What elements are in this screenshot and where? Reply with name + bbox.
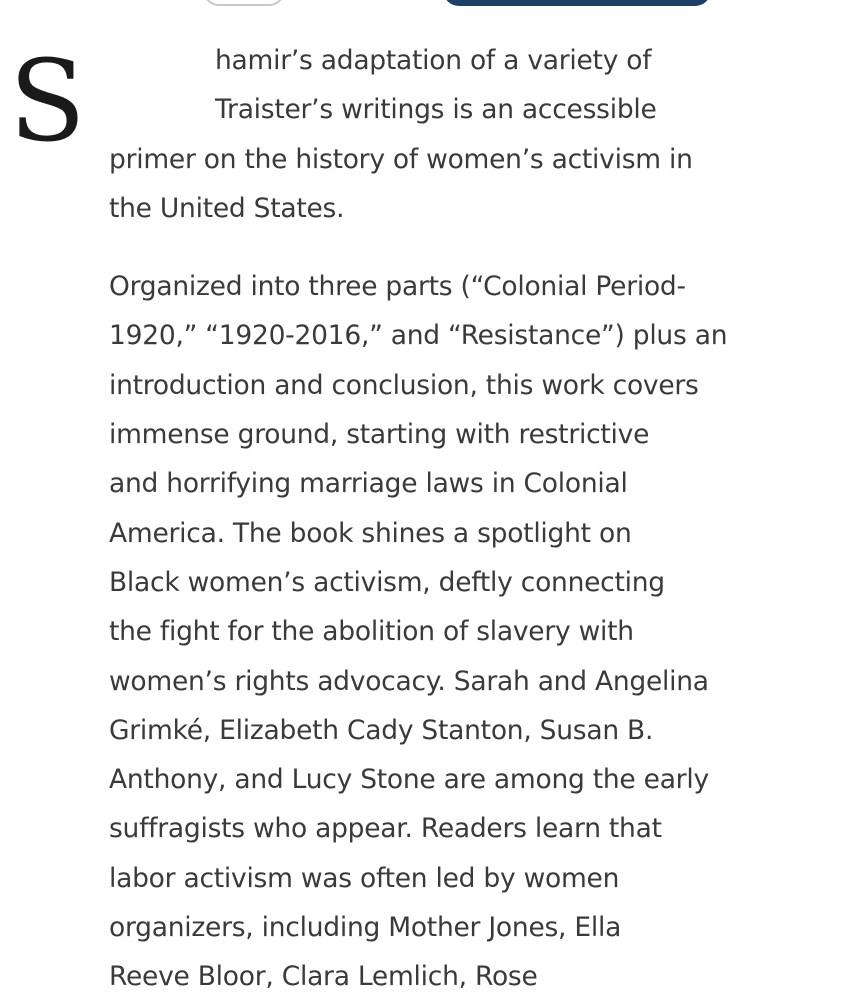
paragraph-spacer: [109, 233, 729, 262]
paragraph-line: organizers, including Mother Jones, Ella: [109, 912, 622, 944]
paragraph-line: labor activism was often led by women: [109, 862, 620, 894]
paragraph-line: the fight for the abolition of slavery with: [109, 616, 634, 648]
paragraph-line: Black women’s activism, deftly connecting: [109, 566, 665, 598]
paragraph-1: [109, 36, 729, 233]
paragraph-line: the United States.: [109, 192, 345, 224]
paragraph-line: Reeve Bloor, Clara Lemlich, Rose: [109, 961, 538, 993]
paragraph-line: immense ground, starting with restrictive: [109, 419, 650, 451]
secondary-action-button[interactable]: [203, 0, 285, 6]
paragraph-line: hamir’s adaptation of a variety of: [215, 45, 652, 76]
paragraph-line: Traister’s writings is an accessible: [215, 94, 657, 126]
paragraph-2: [109, 262, 729, 994]
paragraph-line: women’s rights advocacy. Sarah and Angelina: [109, 665, 709, 697]
paragraph-line: America. The book shines a spotlight on: [109, 517, 632, 549]
drop-cap: S: [9, 37, 86, 167]
paragraph-line: Grimké, Elizabeth Cady Stanton, Susan B.: [109, 714, 654, 746]
paragraph-line: Anthony, and Lucy Stone are among the early: [109, 764, 709, 796]
article-body: [109, 36, 729, 994]
paragraph-line: suffragists who appear. Readers learn that: [109, 813, 662, 845]
paragraph-line: Organized into three parts (“Colonial Period-: [109, 271, 686, 303]
paragraph-line: primer on the history of women’s activism in: [109, 143, 693, 175]
paragraph-line: and horrifying marriage laws in Colonial: [109, 468, 628, 500]
primary-action-button[interactable]: [443, 0, 711, 6]
paragraph-line: introduction and conclusion, this work covers: [109, 369, 699, 401]
paragraph-line: 1920,” “1920-2016,” and “Resistance”) plus an: [109, 320, 728, 352]
